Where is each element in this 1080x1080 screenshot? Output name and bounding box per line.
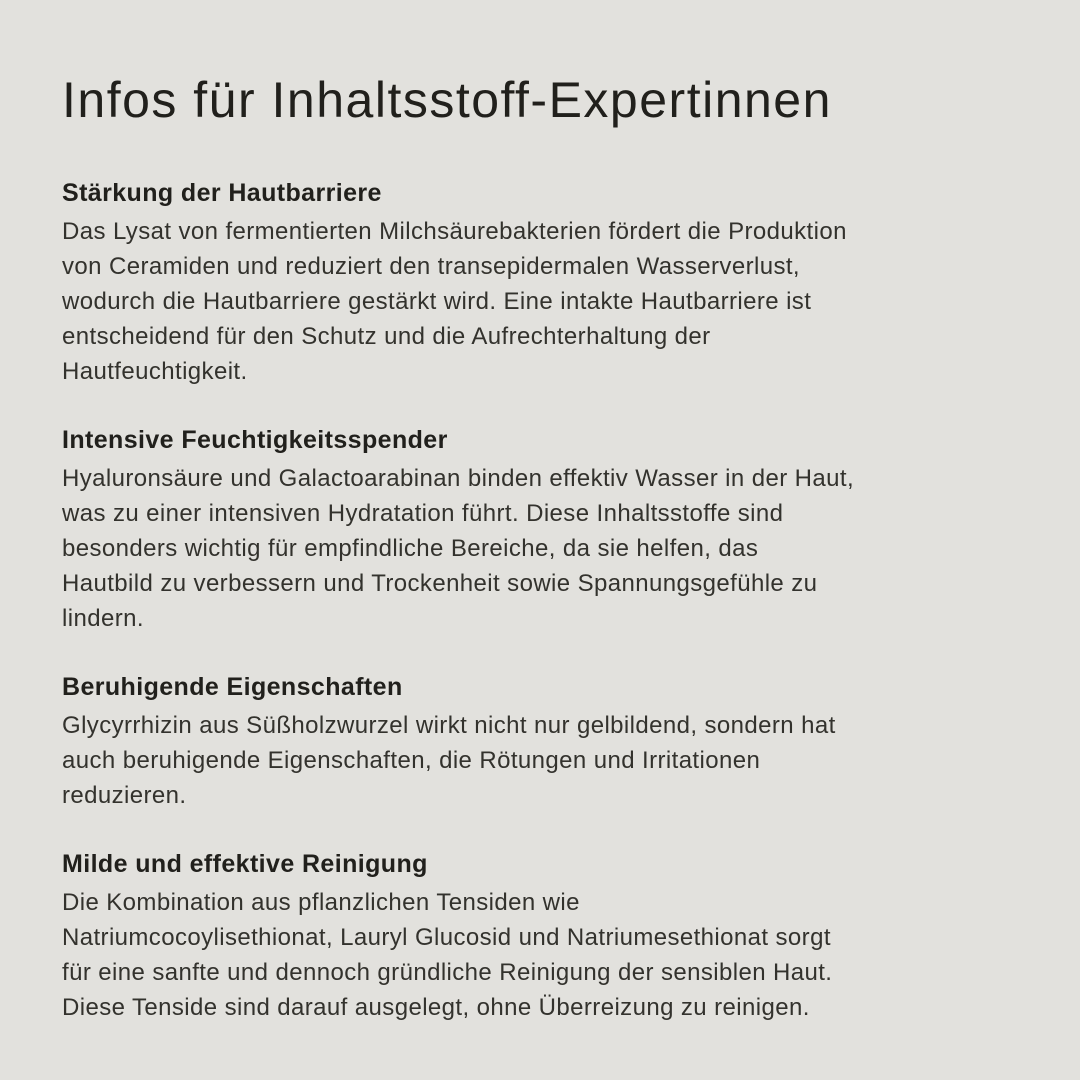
- section-feuchtigkeitsspender: [62, 421, 1036, 636]
- body-text-line: auch beruhigende Eigenschaften, die Rötungen und Irritationen: [62, 746, 761, 774]
- section-heading: Milde und effektive Reinigung: [62, 849, 428, 878]
- body-text-line: Diese Tenside sind darauf ausgelegt, ohne Überreizung zu reinigen.: [62, 993, 810, 1021]
- page-title: Infos für Inhaltsstoff-Expertinnen: [62, 72, 832, 128]
- body-text-line: Natriumcocoylisethionat, Lauryl Glucosid und Natriumesethionat sorgt: [62, 923, 831, 951]
- body-text-line: Hyaluronsäure und Galactoarabinan binden effektiv Wasser in der Haut,: [62, 464, 855, 492]
- body-text-line: lindern.: [62, 604, 144, 632]
- body-text-line: Die Kombination aus pflanzlichen Tensiden wie: [62, 888, 580, 916]
- body-text-line: Glycyrrhizin aus Süßholzwurzel wirkt nicht nur gelbildend, sondern hat: [62, 711, 836, 739]
- body-text-line: von Ceramiden und reduziert den transepidermalen Wasserverlust,: [62, 252, 800, 280]
- section-heading: Intensive Feuchtigkeitsspender: [62, 425, 448, 454]
- body-text-line: was zu einer intensiven Hydratation führt. Diese Inhaltsstoffe sind: [62, 499, 784, 527]
- body-text-line: besonders wichtig für empfindliche Bereiche, da sie helfen, das: [62, 534, 759, 562]
- body-text-line: wodurch die Hautbarriere gestärkt wird. Eine intakte Hautbarriere ist: [62, 287, 812, 315]
- section-heading: Stärkung der Hautbarriere: [62, 178, 382, 207]
- body-text-line: Das Lysat von fermentierten Milchsäurebakterien fördert die Produktion: [62, 217, 847, 245]
- body-text-line: Hautfeuchtigkeit.: [62, 357, 248, 385]
- body-text-line: Hautbild zu verbessern und Trockenheit sowie Spannungsgefühle zu: [62, 569, 818, 597]
- section-beruhigend: [62, 668, 1036, 813]
- body-text-line: reduzieren.: [62, 781, 187, 809]
- body-text-line: entscheidend für den Schutz und die Aufrechterhaltung der: [62, 322, 711, 350]
- section-hautbarriere: [62, 174, 1036, 389]
- section-heading: Beruhigende Eigenschaften: [62, 672, 403, 701]
- body-text-line: für eine sanfte und dennoch gründliche Reinigung der sensiblen Haut.: [62, 958, 833, 986]
- section-reinigung: [62, 845, 1036, 1025]
